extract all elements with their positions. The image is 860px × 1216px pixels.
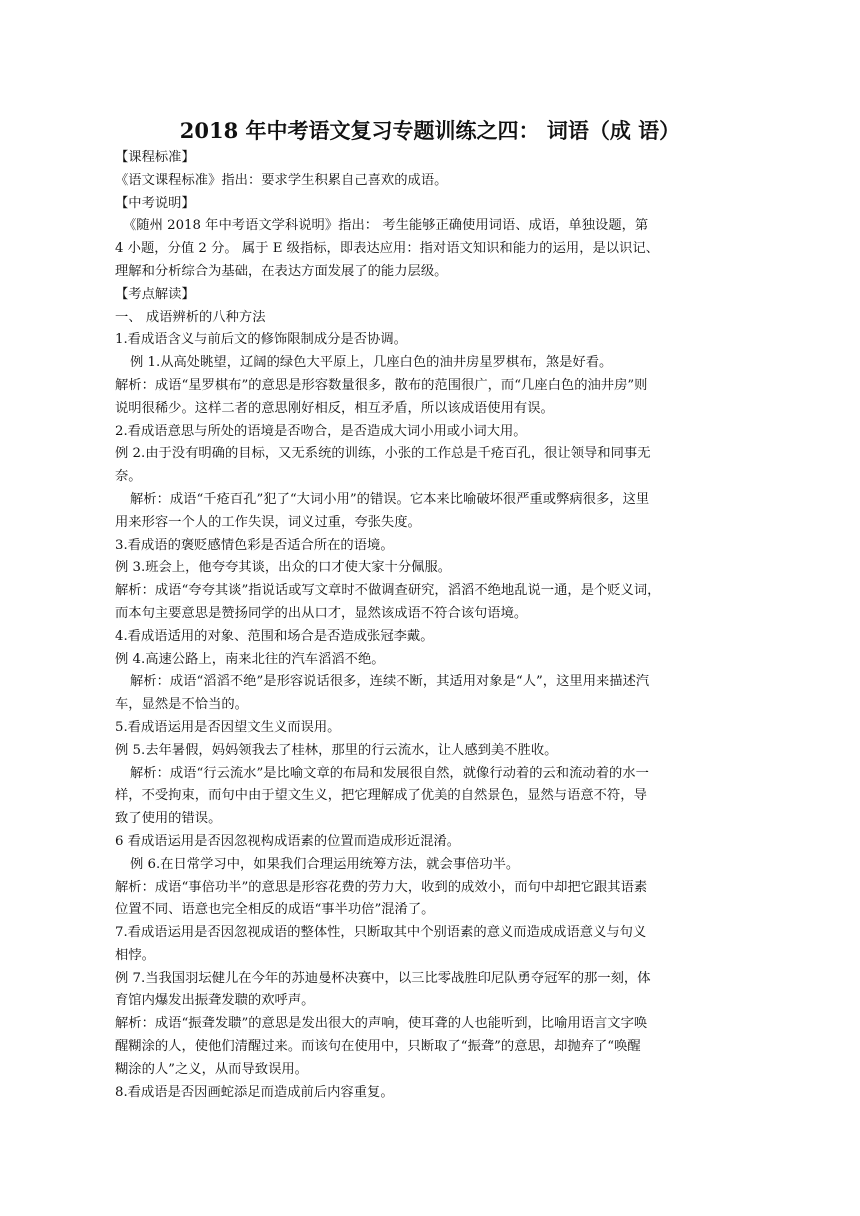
text-line: 车，显然是不恰当的。 <box>115 697 248 713</box>
text-line: 5.看成语运用是否因望文生义而误用。 <box>115 719 341 735</box>
text-line: 解析：成语“星罗棋布”的意思是形容数量很多，散布的范围很广，而“几座白色的油井房”则 <box>115 377 648 393</box>
text-line: 育馆内爆发出振聋发聩的欢呼声。 <box>115 993 315 1009</box>
text-line: 醒糊涂的人，使他们清醒过来。而该句在使用中，只断取了“振聋”的意思，却抛弃了“唤醒 <box>115 1039 641 1055</box>
text-line: 一、 成语辨析的八种方法 <box>115 309 266 325</box>
page-title: 2018 年中考语文复习专题训练之四： 词语（成 语） <box>179 118 681 143</box>
text-line: 奈。 <box>115 469 142 485</box>
text-line: 4 小题，分值 2 分。 属于 E 级指标，即表达应用：指对语文知识和能力的运用，是以识记、 <box>115 241 659 257</box>
text-line: 样，不受拘束，而句中由于望文生义，把它理解成了优美的自然景色，显然与语意不符，导 <box>115 788 647 804</box>
text-line: 解析：成语“振聋发聩”的意思是发出很大的声响，使耳聋的人也能听到，比喻用语言文字唤 <box>115 1016 648 1032</box>
text-line: 《随州 2018 年中考语文学科说明》指出： 考生能够正确使用词语、成语，单独设题，第 <box>123 218 649 234</box>
text-line: 说明很稀少。这样二者的意思刚好相反，相互矛盾，所以该成语使用有误。 <box>115 400 554 416</box>
text-line: 用来形容一个人的工作失误，词义过重，夸张失度。 <box>115 514 421 530</box>
text-line: 解析：成语“夸夸其谈”指说话或写文章时不做调查研究，滔滔不绝地乱说一通，是个贬义词， <box>115 583 661 599</box>
text-line: 7.看成语运用是否因忽视成语的整体性，只断取其中个别语素的意义而造成成语意义与句义 <box>115 925 647 941</box>
text-line: 例 7.当我国羽坛健儿在今年的苏迪曼杯决赛中，以三比零战胜印尼队勇夺冠军的那一刻，体 <box>115 970 651 986</box>
text-line: 3.看成语的褒贬感情色彩是否适合所在的语境。 <box>115 537 394 553</box>
text-line: 而本句主要意思是赞扬同学的出从口才，显然该成语不符合该句语境。 <box>115 605 528 621</box>
text-line: 例 3.班会上，他夸夸其谈，出众的口才使大家十分佩服。 <box>115 560 452 576</box>
text-line: 致了使用的错误。 <box>115 811 222 827</box>
text-line: 解析：成语“事倍功半”的意思是形容花费的劳力大，收到的成效小，而句中却把它跟其语素 <box>115 879 648 895</box>
text-line: 【中考说明】 <box>115 195 195 211</box>
text-line: 解析：成语“千疮百孔”犯了“大词小用”的错误。它本来比喻破坏很严重或弊病很多，这里 <box>130 491 650 507</box>
text-line: 【课程标准】 <box>115 150 195 165</box>
text-line: 例 2.由于没有明确的目标，又无系统的训练，小张的工作总是千疮百孔，很让领导和同事无 <box>115 446 651 462</box>
text-line: 6 看成语运用是否因忽视构成语素的位置而造成形近混淆。 <box>115 833 461 849</box>
text-line: 理解和分析综合为基础，在表达方面发展了的能力层级。 <box>115 263 448 279</box>
text-line: 8.看成语是否因画蛇添足而造成前后内容重复。 <box>115 1084 394 1100</box>
text-line: 糊涂的人”之义，从而导致误用。 <box>115 1061 308 1077</box>
text-line: 2.看成语意思与所处的语境是否吻合，是否造成大词小用或小词大用。 <box>115 423 527 439</box>
text-line: 例 4.高速公路上，南来北往的汽车滔滔不绝。 <box>115 651 385 667</box>
text-line: 例 1.从高处眺望，辽阔的绿色大平原上，几座白色的油井房星罗棋布，煞是好看。 <box>130 355 613 371</box>
text-line: 例 6.在日常学习中，如果我们合理运用统筹方法，就会事倍功半。 <box>130 856 520 872</box>
text-line: 相悖。 <box>115 947 155 963</box>
text-line: 位置不同、语意也完全相反的成语“事半功倍”混淆了。 <box>115 902 435 918</box>
text-line: 《语文课程标准》指出：要求学生积累自己喜欢的成语。 <box>115 172 448 188</box>
text-line: 【考点解读】 <box>115 286 195 302</box>
text-line: 例 5.去年暑假，妈妈领我去了桂林，那里的行云流水，让人感到美不胜收。 <box>115 742 558 758</box>
text-line: 1.看成语含义与前后文的修饰限制成分是否协调。 <box>115 332 407 348</box>
text-line: 解析：成语“行云流水”是比喻文章的布局和发展很自然，就像行动着的云和流动着的水一 <box>130 765 649 781</box>
text-line: 解析：成语“滔滔不绝”是形容说话很多，连续不断，其适用对象是“人”，这里用来描述汽 <box>130 674 650 690</box>
text-line: 4.看成语适用的对象、范围和场合是否造成张冠李戴。 <box>115 628 434 644</box>
document-body <box>115 147 745 1104</box>
